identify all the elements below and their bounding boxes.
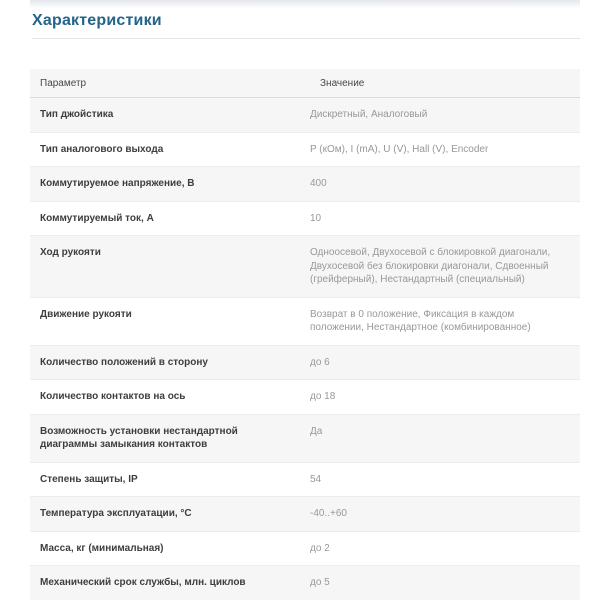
spec-row: [30, 566, 580, 600]
spec-row: [30, 380, 580, 415]
value-cell: Да: [310, 425, 323, 437]
value-cell: Возврат в 0 положение, Фиксация в каждом положении, Нестандартное (комбинированное): [310, 308, 531, 333]
spec-row: [30, 201, 580, 236]
spec-row: [30, 345, 580, 380]
parameter-cell: Коммутируемое напряжение, В: [40, 178, 195, 189]
parameter-cell: Количество контактов на ось: [40, 391, 186, 402]
parameter-cell: Возможность установки нестандартной диаграммы замыкания контактов: [40, 425, 238, 450]
value-cell: Одноосевой, Двухосевой с блокировкой диагонали, Двухосевой без блокировки диагонали, Сдвоенный (грейферный), Нестандартный (специальный): [310, 247, 551, 285]
spec-row: [30, 497, 580, 532]
value-cell: Дискретный, Аналоговый: [310, 109, 428, 120]
parameter-cell: Механический срок службы, млн. циклов: [40, 577, 246, 588]
value-cell: -40..+60: [310, 508, 347, 519]
spec-row: [30, 98, 580, 133]
value-cell: до 18: [310, 391, 336, 402]
parameter-cell: Температура эксплуатации, °С: [40, 508, 192, 519]
parameter-cell: Степень защиты, IP: [40, 473, 138, 485]
value-cell: 400: [310, 178, 327, 189]
parameter-cell: Коммутируемый ток, А: [40, 212, 154, 224]
parameter-cell: Тип джойстика: [40, 109, 114, 120]
spec-row: [30, 236, 580, 298]
specs-table: [30, 69, 580, 600]
value-cell: 54: [310, 473, 322, 485]
value-cell: до 5: [310, 577, 330, 588]
table-header-row: [30, 69, 580, 98]
characteristics-section: [30, 0, 580, 600]
spec-row: [30, 414, 580, 462]
value-cell: до 6: [310, 356, 330, 368]
top-shadow-band: [30, 0, 580, 10]
spec-row: [30, 132, 580, 167]
value-cell: 10: [310, 212, 322, 224]
parameter-cell: Тип аналогового выхода: [40, 143, 164, 155]
spec-row: [30, 462, 580, 497]
parameter-cell: Масса, кг (минимальная): [40, 542, 164, 554]
column-header-value: Значение: [310, 69, 580, 98]
column-header-parameter: Параметр: [30, 69, 310, 98]
value-cell: P (кОм), I (mA), U (V), Hall (V), Encoder: [310, 143, 489, 155]
table-body: [30, 98, 580, 600]
table-header: [30, 69, 580, 98]
parameter-cell: Количество положений в сторону: [40, 356, 208, 368]
spec-row: [30, 531, 580, 566]
value-cell: до 2: [310, 542, 330, 554]
spec-row: [30, 167, 580, 202]
parameter-cell: Движение рукояти: [40, 308, 132, 320]
spec-row: [30, 297, 580, 345]
parameter-cell: Ход рукояти: [40, 247, 101, 258]
section-title: Характеристики: [32, 13, 580, 39]
